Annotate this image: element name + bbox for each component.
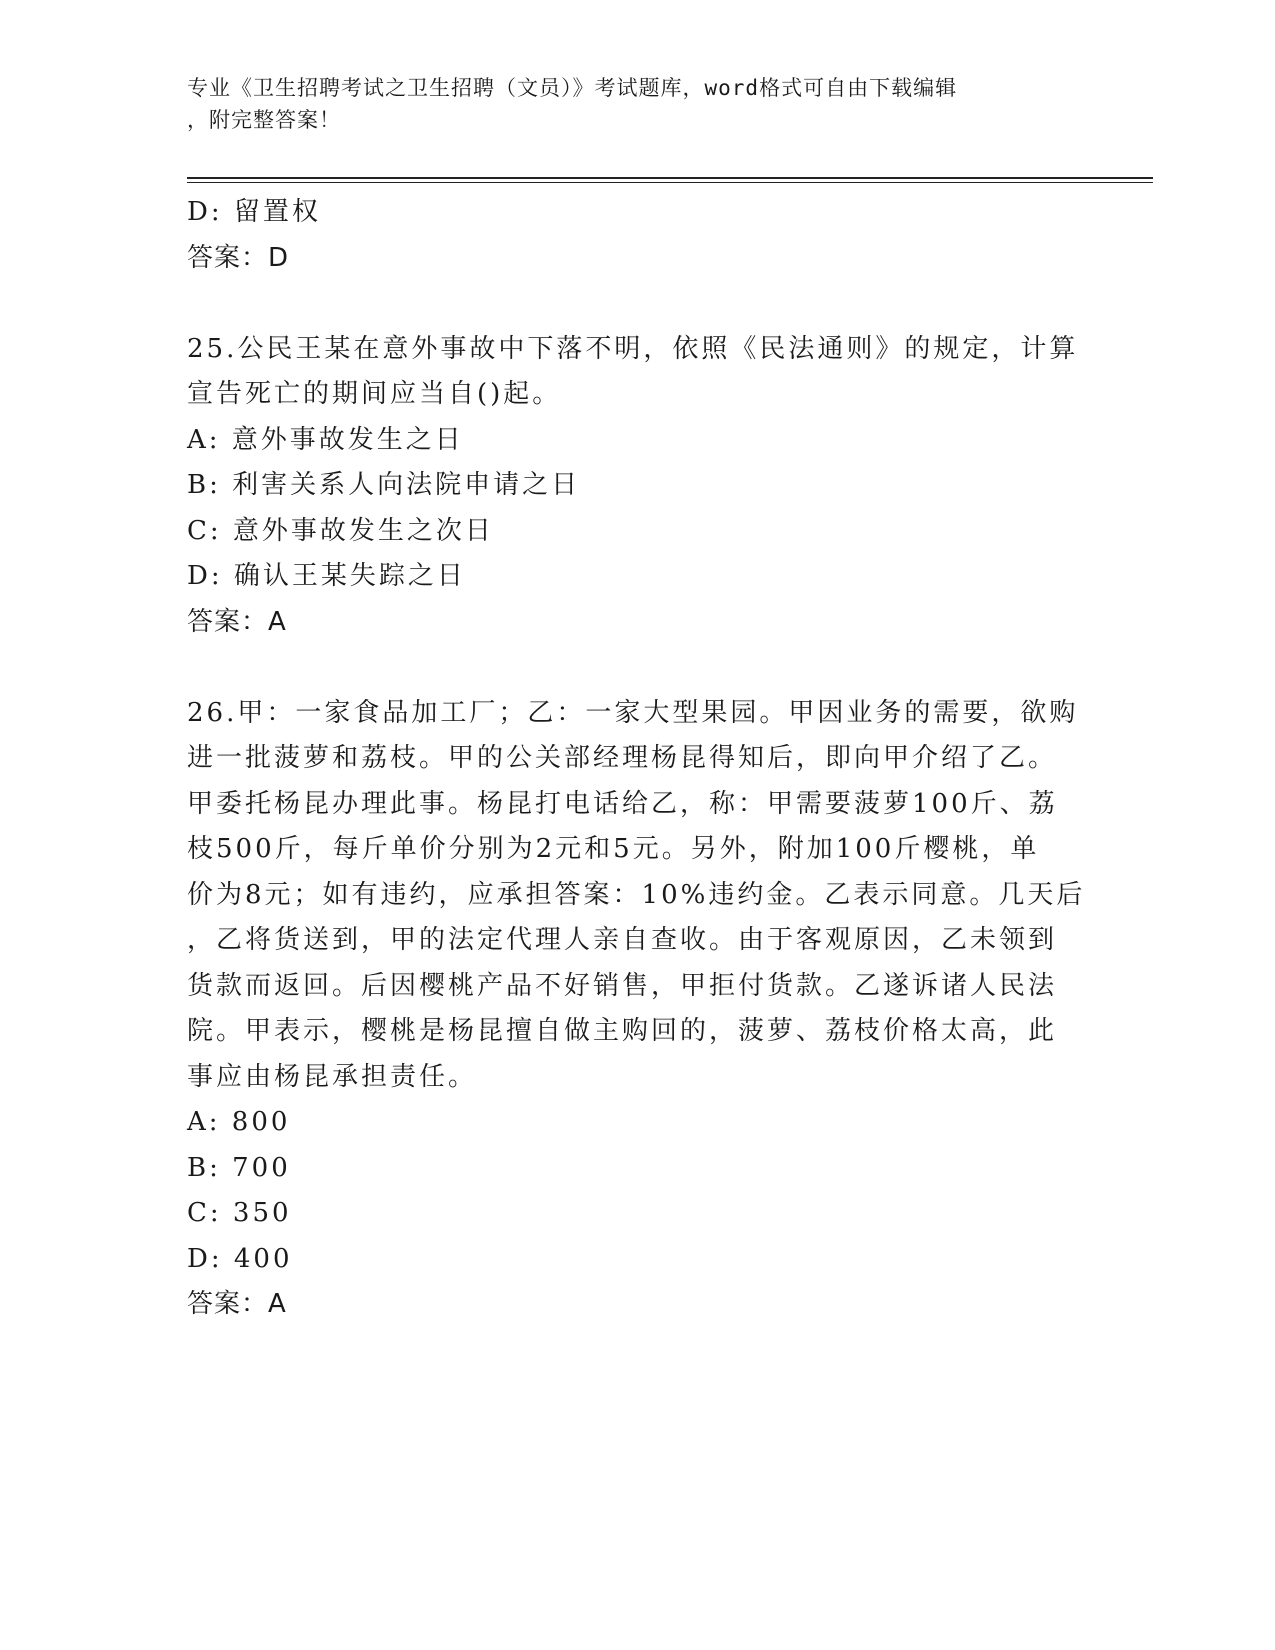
- option-d: D: 400: [187, 1243, 293, 1274]
- stem-line: ，乙将货送到，甲的法定代理人亲自查收。由于客观原因，乙未领到: [187, 925, 1058, 955]
- option-a: A: 意外事故发生之日: [187, 424, 464, 455]
- option-c: C: 意外事故发生之次日: [187, 515, 494, 546]
- option-b: B: 利害关系人向法院申请之日: [187, 470, 581, 500]
- stem-line: 26.甲：一家食品加工厂；乙：一家大型果园。甲因业务的需要，欲购: [187, 697, 1079, 728]
- header-title-line-2: ，附完整答案！: [187, 108, 341, 132]
- stem-line: 事应由杨昆承担责任。: [187, 1061, 478, 1092]
- stem-line: 枝500斤，每斤单价分别为2元和5元。另外，附加100斤樱桃，单: [187, 834, 1040, 864]
- question-stem: [187, 691, 1086, 1101]
- stem-line: 价为8元；如有违约，应承担答案：10%违约金。乙表示同意。几天后: [187, 879, 1086, 910]
- option-d: D: 留置权: [187, 197, 321, 227]
- spacer: [187, 281, 1087, 327]
- previous-question-tail: [187, 190, 1087, 281]
- question-content: [187, 190, 1087, 1328]
- option-d: D: 确认王某失踪之日: [187, 561, 466, 591]
- stem-line: 院。甲表示，樱桃是杨昆擅自做主购回的，菠萝、荔枝价格太高，此: [187, 1016, 1058, 1046]
- answer-line: 答案：A: [187, 606, 287, 637]
- header-divider-thick: [187, 177, 1153, 179]
- option-a: A: 800: [187, 1107, 291, 1137]
- question-stem: [187, 327, 1079, 418]
- spacer: [187, 645, 1087, 691]
- stem-line: 甲委托杨昆办理此事。杨昆打电话给乙，称：甲需要菠萝100斤、荔: [187, 788, 1058, 819]
- stem-line: 货款而返回。后因樱桃产品不好销售，甲拒付货款。乙遂诉诸人民法: [187, 970, 1058, 1001]
- document-header: [187, 72, 1067, 136]
- question-25: [187, 327, 1087, 646]
- header-title-line-1: 专业《卫生招聘考试之卫生招聘（文员）》考试题库，word格式可自由下载编辑: [187, 76, 958, 100]
- option-b: B: 700: [187, 1152, 291, 1183]
- answer-line: 答案：D: [187, 242, 290, 273]
- question-26: [187, 691, 1087, 1328]
- header-divider-thin: [187, 182, 1153, 183]
- option-c: C: 350: [187, 1198, 292, 1228]
- stem-line: 进一批菠萝和荔枝。甲的公关部经理杨昆得知后，即向甲介绍了乙。: [187, 743, 1058, 773]
- answer-line: 答案：A: [187, 1289, 287, 1319]
- stem-line: 宣告死亡的期间应当自()起。: [187, 379, 562, 409]
- stem-line: 25.公民王某在意外事故中下落不明，依照《民法通则》的规定，计算: [187, 333, 1079, 364]
